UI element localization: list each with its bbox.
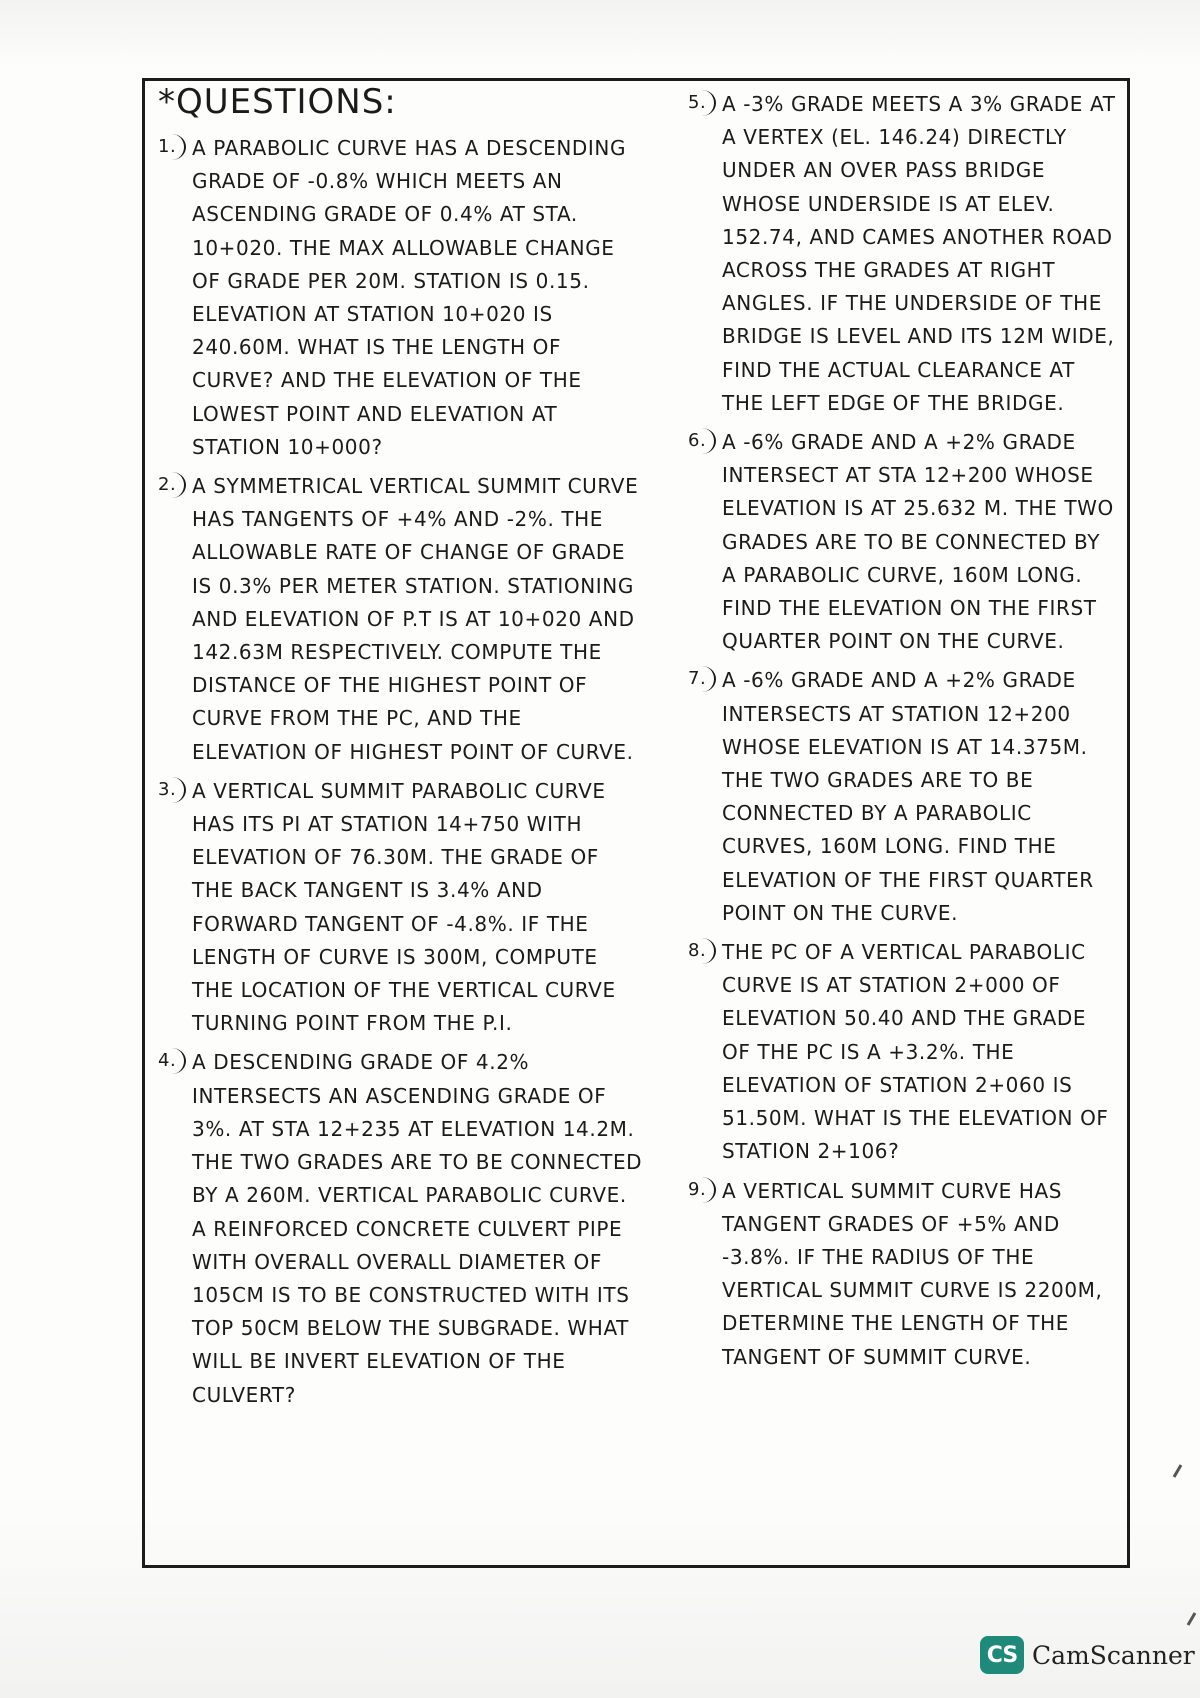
question-text: A DESCENDING GRADE OF 4.2% INTERSECTS AN ASCENDING GRADE OF 3%. AT STA 12+235 AT ELEVATION 14.2M. THE TWO GRADES ARE TO BE CONNECTED BY A 260M. VERTICAL PARABOLIC CURVE. A REINFORCED CONCRETE CULVERT PIPE WITH OVERALL OVERALL DIAMETER OF 105CM IS TO BE CONSTRUCTED WITH ITS TOP 50CM BELOW THE SUBGRADE. WHAT WILL BE INVERT ELEVATION OF THE CULVERT?: [192, 1050, 643, 1407]
question-text: A SYMMETRICAL VERTICAL SUMMIT CURVE HAS TANGENTS OF +4% AND -2%. THE ALLOWABLE RATE OF CHANGE OF GRADE IS 0.3% PER METER STATION. STATIONING AND ELEVATION OF P.T IS AT 10+020 AND 142.63M RESPECTIVELY. COMPUTE THE DISTANCE OF THE HIGHEST POINT OF CURVE FROM THE PC, AND THE ELEVATION OF HIGHEST POINT OF CURVE.: [192, 474, 639, 764]
question-2: [158, 470, 643, 769]
camscanner-watermark: [980, 1636, 1195, 1674]
question-text: A VERTICAL SUMMIT PARABOLIC CURVE HAS ITS PI AT STATION 14+750 WITH ELEVATION OF 76.30M. THE GRADE OF THE BACK TANGENT IS 3.4% AND FORWARD TANGENT OF -4.8%. IF THE LENGTH OF CURVE IS 300M, COMPUTE THE LOCATION OF THE VERTICAL CURVE TURNING POINT FROM THE P.I.: [192, 778, 616, 1036]
question-6: [688, 426, 1118, 658]
camscanner-logo-icon: CS: [980, 1636, 1024, 1674]
question-number: 8.: [688, 938, 716, 964]
question-5: [688, 88, 1118, 420]
question-1: [158, 132, 643, 464]
left-column: [158, 80, 643, 1418]
question-number: 9.: [688, 1177, 716, 1203]
question-number: 3.: [158, 777, 186, 803]
question-8: [688, 936, 1118, 1168]
question-number: 1.: [158, 134, 186, 160]
question-number: 5.: [688, 90, 716, 116]
question-text: A VERTICAL SUMMIT CURVE HAS TANGENT GRADES OF +5% AND -3.8%. IF THE RADIUS OF THE VERTICAL SUMMIT CURVE IS 2200M, DETERMINE THE LENGTH OF THE TANGENT OF SUMMIT CURVE.: [722, 1178, 1103, 1369]
page-title: *QUESTIONS:: [158, 82, 397, 122]
question-4: [158, 1046, 643, 1411]
question-number: 2.: [158, 472, 186, 498]
question-9: [688, 1175, 1118, 1374]
right-column: [688, 88, 1118, 1380]
question-text: A -3% GRADE MEETS A 3% GRADE AT A VERTEX (EL. 146.24) DIRECTLY UNDER AN OVER PASS BRIDGE WHOSE UNDERSIDE IS AT ELEV. 152.74, AND CAMES ANOTHER ROAD ACROSS THE GRADES AT RIGHT ANGLES. IF THE UNDERSIDE OF THE BRIDGE IS LEVEL AND ITS 12M WIDE, FIND THE ACTUAL CLEARANCE AT THE LEFT EDGE OF THE BRIDGE.: [722, 92, 1116, 415]
question-7: [688, 664, 1118, 930]
question-text: A -6% GRADE AND A +2% GRADE INTERSECTS AT STATION 12+200 WHOSE ELEVATION IS AT 14.375M. THE TWO GRADES ARE TO BE CONNECTED BY A PARABOLIC CURVES, 160M LONG. FIND THE ELEVATION OF THE FIRST QUARTER POINT ON THE CURVE.: [722, 668, 1094, 925]
question-text: A PARABOLIC CURVE HAS A DESCENDING GRADE OF -0.8% WHICH MEETS AN ASCENDING GRADE OF 0.4% AT STA. 10+020. THE MAX ALLOWABLE CHANGE OF GRADE PER 20M. STATION IS 0.15. ELEVATION AT STATION 10+020 IS 240.60M. WHAT IS THE LENGTH OF CURVE? AND THE ELEVATION OF THE LOWEST POINT AND ELEVATION AT STATION 10+000?: [192, 136, 627, 459]
question-text: THE PC OF A VERTICAL PARABOLIC CURVE IS AT STATION 2+000 OF ELEVATION 50.40 AND THE GRADE OF THE PC IS A +3.2%. THE ELEVATION OF STATION 2+060 IS 51.50M. WHAT IS THE ELEVATION OF STATION 2+106?: [722, 940, 1109, 1164]
question-3: [158, 775, 643, 1041]
question-number: 4.: [158, 1048, 186, 1074]
question-number: 6.: [688, 428, 716, 454]
camscanner-name: CamScanner: [1032, 1640, 1195, 1670]
question-text: A -6% GRADE AND A +2% GRADE INTERSECT AT STA 12+200 WHOSE ELEVATION IS AT 25.632 M. THE TWO GRADES ARE TO BE CONNECTED BY A PARABOLIC CURVE, 160M LONG. FIND THE ELEVATION ON THE FIRST QUARTER POINT ON THE CURVE.: [722, 430, 1114, 654]
question-number: 7.: [688, 666, 716, 692]
